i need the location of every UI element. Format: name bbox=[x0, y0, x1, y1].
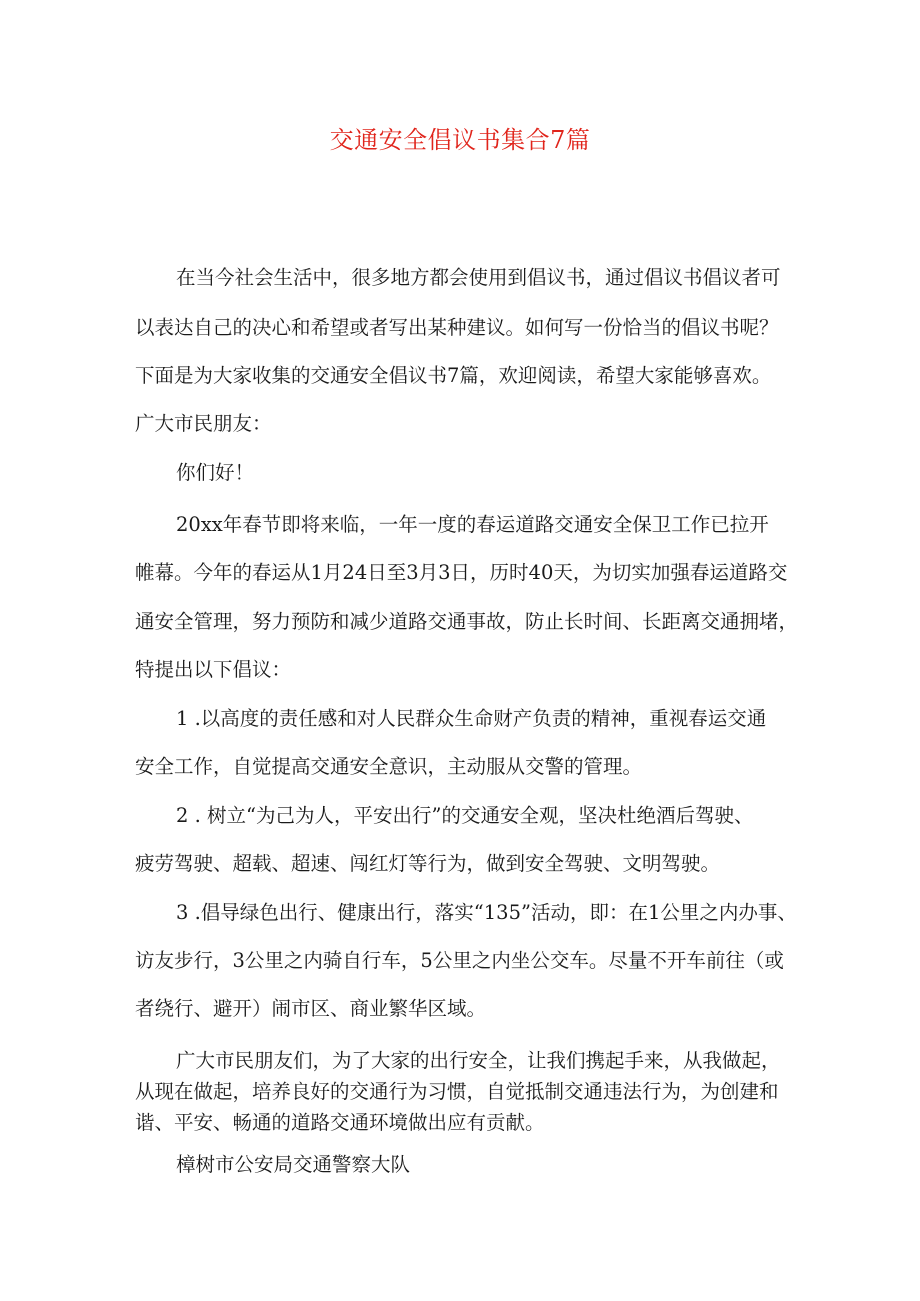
body-line-2: 帷幕。今年的春运从1月24日至3月3日，历时40天，为切实加强春运道路交 bbox=[135, 561, 788, 584]
salutation: 广大市民朋友： bbox=[135, 412, 272, 435]
body-line-3: 通安全管理，努力预防和减少道路交通事故，防止长时间、长距离交通拥堵， bbox=[135, 610, 799, 633]
closing-line-1: 广大市民朋友们，为了大家的出行安全，让我们携起手来，从我做起， bbox=[176, 1049, 781, 1072]
item-2-line-1: 2 . 树立“为己为人，平安出行”的交通安全观，坚决杜绝酒后驾驶、 bbox=[176, 804, 754, 827]
body-line-4: 特提出以下倡议： bbox=[135, 658, 292, 681]
item-3-line-3: 者绕行、避开）闹市区、商业繁华区域。 bbox=[135, 997, 487, 1020]
item-2-line-2: 疲劳驾驶、超载、超速、闯红灯等行为，做到安全驾驶、文明驾驶。 bbox=[135, 852, 721, 875]
signature: 樟树市公安局交通警察大队 bbox=[176, 1153, 411, 1176]
document-title: 交通安全倡议书集合7篇 bbox=[329, 126, 591, 154]
closing-line-3: 谐、平安、畅通的道路交通环境做出应有贡献。 bbox=[135, 1111, 545, 1134]
item-1-line-2: 安全工作，自觉提高交通安全意识，主动服从交警的管理。 bbox=[135, 755, 643, 778]
item-3-line-2: 访友步行，3公里之内骑自行车，5公里之内坐公交车。尽量不开车前往（或 bbox=[135, 949, 784, 972]
body-line-1: 20xx年春节即将来临，一年一度的春运道路交通安全保卫工作已拉开 bbox=[176, 513, 769, 536]
intro-line-2: 以表达自己的决心和希望或者写出某种建议。如何写一份恰当的倡议书呢？ bbox=[135, 316, 779, 339]
intro-line-1: 在当今社会生活中，很多地方都会使用到倡议书，通过倡议书倡议者可 bbox=[176, 266, 781, 289]
closing-line-2: 从现在做起，培养良好的交通行为习惯，自觉抵制交通违法行为，为创建和 bbox=[135, 1080, 779, 1103]
intro-line-3: 下面是为大家收集的交通安全倡议书7篇，欢迎阅读，希望大家能够喜欢。 bbox=[135, 364, 772, 387]
item-1-line-1: 1 .以高度的责任感和对人民群众生命财产负责的精神，重视春运交通 bbox=[176, 707, 767, 730]
item-3-line-1: 3 .倡导绿色出行、健康出行，落实“135”活动，即：在1公里之内办事、 bbox=[176, 901, 797, 924]
greeting: 你们好！ bbox=[176, 461, 255, 484]
